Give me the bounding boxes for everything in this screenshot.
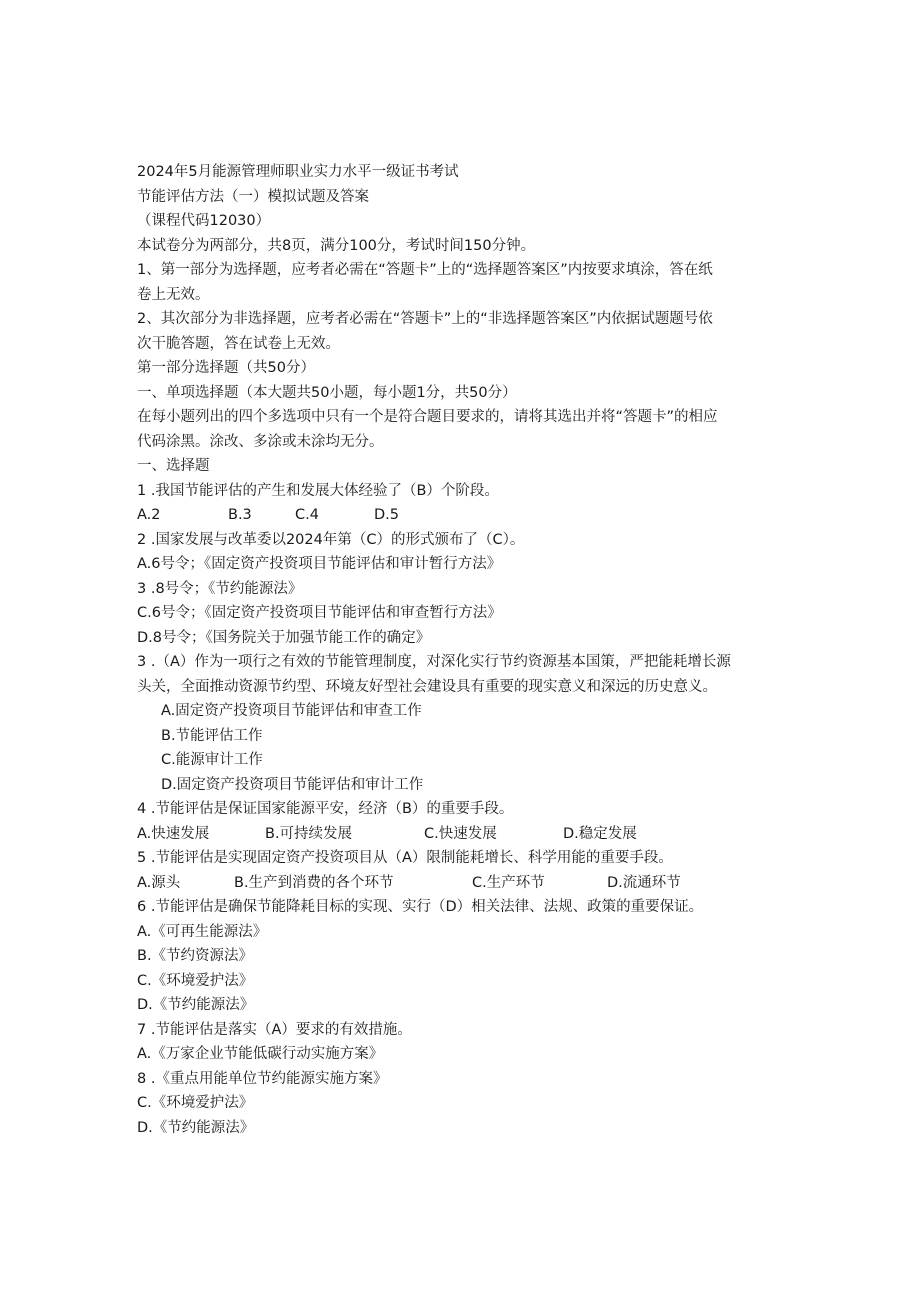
option-c: C.6号令；《固定资产投资项目节能评估和审查暂行方法》 [137,605,502,621]
question-1-options [137,503,787,528]
option-b: B.可持续发展 [265,825,353,842]
option-d: D.流通环节 [607,874,681,891]
option-b: 3 .8号令；《节约能源法》 [137,580,303,597]
option-b: B.节能评估工作 [161,727,263,744]
option-d: D.《节约能源法》 [137,1119,255,1136]
question-3-stem-line-2: 头关，全面推动资源节约型、环境友好型社会建设具有重要的现实意义和深远的历史意义。 [137,678,717,695]
option-c: C.能源审计工作 [161,752,263,768]
option-a: A.源头 [137,874,181,891]
question-type-heading: 一、单项选择题（本大题共50小题，每小题1分，共50分） [137,384,517,401]
option-b: B.《节约资源法》 [137,948,254,964]
option-a: A.《万家企业节能低碳行动实施方案》 [137,1046,384,1062]
option-d: D.8号令；《国务院关于加强节能工作的确定》 [137,629,431,646]
option-b: 8 .《重点用能单位节约能源实施方案》 [137,1070,388,1087]
section-desc-line-1: 在每小题列出的四个多选项中只有一个是符合题目要求的，请将其选出并将“答题卡”的相应 [137,409,718,425]
option-c: C.《环境爱护法》 [137,1095,254,1111]
exam-intro: 本试卷分为两部分，共8页，满分100分，考试时间150分钟。 [137,237,536,254]
option-c: C.快速发展 [424,825,497,842]
question-7-stem: 7 .节能评估是落实（A）要求的有效措施。 [137,1021,412,1038]
question-2-stem: 2 .国家发展与改革委以2024年第（C）的形式颁布了（C）。 [137,531,525,548]
instruction-2-line-2: 次干脆答题，答在试卷上无效。 [137,335,340,352]
choice-heading: 一、选择题 [137,458,210,474]
question-5-stem: 5 .节能评估是实现固定资产投资项目从（A）限制能耗增长、科学用能的重要手段。 [137,850,673,866]
question-5-options [137,871,787,896]
option-d: D.5 [374,507,399,523]
exam-subtitle: 节能评估方法（一）模拟试题及答案 [137,188,369,205]
option-c: C.《环境爱护法》 [137,972,254,989]
option-d: D.固定资产投资项目节能评估和审计工作 [161,776,424,793]
question-3-stem-line-1: 3 .（A）作为一项行之有效的节能管理制度，对深化实行节约资源基本国策，严把能耗增长源 [137,654,731,670]
section-desc-line-2: 代码涂黑。涂改、多涂或未涂均无分。 [137,433,384,450]
question-4-options [137,822,787,847]
course-code: （课程代码12030） [137,213,271,229]
question-6-stem: 6 .节能评估是确保节能降耗目标的实现、实行（D）相关法律、法规、政策的重要保证。 [137,899,704,915]
instruction-2-line-1: 2、其次部分为非选择题，应考者必需在“答题卡”上的“非选择题答案区”内依据试题题号依 [137,311,713,327]
question-1-stem: 1 .我国节能评估的产生和发展大体经验了（B）个阶段。 [137,482,499,499]
instruction-1-line-1: 1、第一部分为选择题，应考者必需在“答题卡”上的“选择题答案区”内按要求填涂，答在纸 [137,262,713,278]
option-b: B.3 [228,507,252,523]
question-4-stem: 4 .节能评估是保证国家能源平安，经济（B）的重要手段。 [137,801,514,817]
part-heading: 第一部分选择题（共50分） [137,360,315,376]
option-a: A.2 [137,507,161,523]
option-a: A.6号令；《固定资产投资项目节能评估和审计暂行方法》 [137,556,502,572]
option-a: A.快速发展 [137,825,210,842]
option-a: A.《可再生能源法》 [137,923,268,940]
option-a: A.固定资产投资项目节能评估和审查工作 [161,703,422,719]
instruction-1-line-2: 卷上无效。 [137,286,210,303]
option-d: D.稳定发展 [563,825,637,842]
document-body [137,160,787,1140]
option-c: C.4 [295,507,319,523]
option-d: D.《节约能源法》 [137,997,255,1013]
option-c: C.生产环节 [472,874,545,891]
option-b: B.生产到消费的各个环节 [234,874,394,891]
exam-title: 2024年5月能源管理师职业实力水平一级证书考试 [137,164,459,180]
